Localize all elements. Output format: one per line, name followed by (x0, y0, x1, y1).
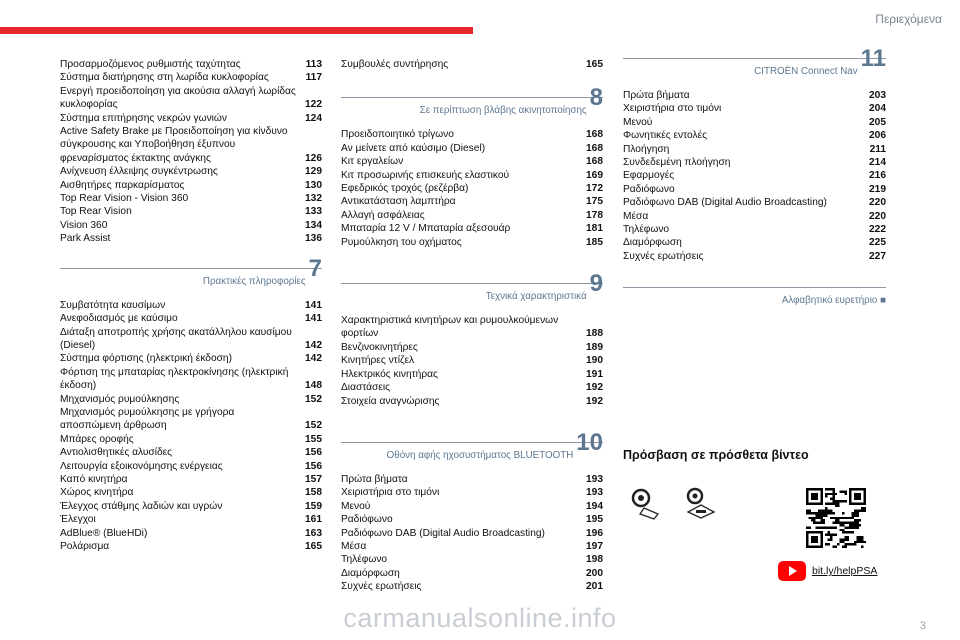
toc-entry-title: Park Assist (60, 233, 111, 245)
section-number: 8 (589, 84, 603, 112)
toc-entry-page: 203 (869, 90, 886, 101)
toc-entry-title: Λειτουργία εξοικονόμησης ενέργειας (60, 460, 223, 472)
toc-entry-title: Αντιολισθητικές αλυσίδες (60, 447, 173, 459)
toc-entry-page: 142 (305, 353, 322, 365)
toc-entry-title: Συμβατότητα καυσίμων (60, 299, 166, 311)
toc-entry-title: Vision 360 (60, 219, 108, 231)
alphabetical-index-label: Αλφαβητικό ευρετήριο ■ (781, 295, 886, 306)
toc-entry-title: Μενού (623, 116, 653, 128)
section-title: CITROËN Connect Nav (754, 66, 858, 77)
toc-entry[interactable] (341, 354, 603, 367)
toc-entry-title: Μέσα (341, 540, 367, 552)
toc-entry-page: 165 (586, 59, 603, 70)
toc-entry[interactable] (341, 381, 603, 394)
toc-entry[interactable] (623, 236, 886, 249)
top-accent-bar (0, 27, 473, 34)
video-wheel-tool-icon[interactable] (628, 486, 664, 527)
toc-entry-page: 168 (586, 142, 603, 154)
toc-entry[interactable] (60, 473, 322, 486)
toc-entry[interactable] (60, 326, 322, 353)
video-link-text[interactable]: bit.ly/helpPSA (812, 565, 878, 577)
toc-entry-page: 211 (869, 143, 886, 155)
toc-column-3 (623, 45, 886, 263)
toc-entry-page: 220 (869, 210, 886, 222)
toc-entry[interactable] (623, 102, 886, 115)
toc-entry-title: Κιτ εργαλείων (341, 156, 404, 168)
video-section-title: Πρόσβαση σε πρόσθετα βίντεο (623, 448, 809, 462)
toc-entry[interactable] (341, 527, 603, 540)
toc-entry[interactable] (60, 312, 322, 325)
toc-entry-page: 227 (869, 250, 886, 262)
toc-entry[interactable] (623, 116, 886, 129)
toc-entry-title: Χώρος κινητήρα (60, 487, 134, 499)
toc-entry-title: Καπό κινητήρα (60, 473, 128, 485)
toc-entry-page: 129 (305, 166, 322, 178)
toc-entry-title: Κινητήρες ντίζελ (341, 355, 415, 367)
toc-entry-title: Συμβουλές συντήρησης (341, 59, 449, 70)
toc-entry[interactable] (341, 58, 603, 71)
toc-entry-title: Πλοήγηση (623, 143, 670, 155)
toc-entry-page: 191 (586, 368, 603, 380)
toc-entry-title: Αν μείνετε από καύσιμο (Diesel) (341, 142, 486, 154)
toc-entry[interactable] (623, 223, 886, 236)
toc-entry[interactable] (60, 500, 322, 513)
section-title: Οθόνη αφής ηχοσυστήματος BLUETOOTH (386, 449, 574, 461)
toc-entry-title: AdBlue® (BlueHDi) (60, 527, 148, 539)
toc-entry-page: 175 (586, 196, 603, 208)
toc-entry[interactable] (60, 192, 322, 205)
toc-entry-page: 156 (305, 447, 322, 459)
qr-code[interactable] (806, 488, 866, 553)
section-title: Πρακτικές πληροφορίες (202, 275, 306, 287)
toc-entry[interactable] (341, 195, 603, 208)
toc-entry[interactable] (60, 527, 322, 540)
toc-entry-page: 159 (305, 500, 322, 512)
toc-entry[interactable] (341, 513, 603, 526)
toc-entry-page: 219 (869, 183, 886, 195)
toc-entry-title: Μηχανισμός ρυμούλκησης (60, 393, 180, 405)
toc-entry-page: 163 (305, 527, 322, 539)
toc-entry-title: Συνδεδεμένη πλοήγηση (623, 157, 731, 169)
toc-entry[interactable] (60, 125, 322, 165)
toc-entry-page: 204 (869, 103, 886, 115)
toc-entry-title: Προειδοποιητικό τρίγωνο (341, 129, 454, 141)
toc-entry-page: 156 (305, 460, 322, 472)
toc-entry-page: 113 (305, 59, 322, 70)
toc-entry-page: 152 (305, 420, 322, 432)
toc-list (60, 58, 322, 246)
section-heading-9 (341, 270, 603, 312)
toc-entry[interactable] (341, 314, 603, 341)
toc-entry-title: Προσαρμοζόμενος ρυθμιστής ταχύτητας (60, 59, 241, 70)
toc-entry[interactable] (341, 395, 603, 408)
toc-entry[interactable] (60, 446, 322, 459)
section-number: 7 (308, 254, 322, 282)
page-title: Περιεχόμενα (875, 12, 942, 26)
toc-entry[interactable] (60, 460, 322, 473)
toc-list (60, 299, 322, 554)
toc-entry[interactable] (341, 486, 603, 499)
toc-entry[interactable] (623, 183, 886, 196)
toc-entry[interactable] (60, 219, 322, 232)
toc-entry[interactable] (341, 540, 603, 553)
toc-entry-page: 117 (305, 72, 322, 84)
toc-entry-page: 216 (869, 170, 886, 182)
toc-entry-page: 141 (305, 313, 322, 325)
toc-entry-page: 205 (869, 116, 886, 128)
toc-entry-title: Ηλεκτρικός κινητήρας (341, 368, 438, 380)
toc-entry-title: Στοιχεία αναγνώρισης (341, 395, 440, 407)
toc-entry[interactable] (60, 205, 322, 218)
toc-entry-title: Ραδιόφωνο (341, 514, 393, 526)
toc-entry[interactable] (60, 352, 322, 365)
toc-entry-title: Top Rear Vision - Vision 360 (60, 193, 189, 205)
toc-entry-title: Ανεφοδιασμός με καύσιμο (60, 313, 178, 325)
toc-entry-title: Χειριστήρια στο τιμόνι (341, 487, 440, 499)
toc-entry-title: Ρολάρισμα (60, 541, 110, 552)
toc-entry-title: Διαμόρφωση (623, 237, 682, 249)
toc-entry[interactable] (341, 341, 603, 354)
toc-entry[interactable] (60, 112, 322, 125)
toc-entry-title: Πρώτα βήματα (341, 473, 408, 485)
toc-entry[interactable] (60, 165, 322, 178)
toc-entry-title: Συχνές ερωτήσεις (623, 250, 704, 262)
toc-entry-title: Σύστημα επιτήρησης νεκρών γωνιών (60, 112, 227, 124)
toc-entry-page: 220 (869, 197, 886, 209)
toc-entry[interactable] (341, 209, 603, 222)
toc-entry-page: 168 (586, 156, 603, 168)
toc-entry-page: 193 (586, 487, 603, 499)
toc-entry[interactable] (623, 143, 886, 156)
toc-entry-title: Μέσα (623, 210, 649, 222)
toc-entry-title: Μενού (341, 500, 371, 512)
toc-entry-title: Τηλέφωνο (623, 224, 670, 236)
toc-entry[interactable] (341, 567, 603, 580)
toc-entry-title: Μπαταρία 12 V / Μπαταρία αξεσουάρ (341, 223, 511, 235)
toc-entry[interactable] (341, 473, 603, 486)
toc-entry[interactable] (60, 71, 322, 84)
toc-entry-title: Βενζινοκινητήρες (341, 341, 418, 353)
toc-entry-title: Ραδιόφωνο (623, 183, 675, 195)
section-heading-10 (341, 428, 603, 471)
toc-entry-page: 155 (305, 433, 322, 445)
toc-entry-page: 196 (586, 527, 603, 539)
section-heading-7 (60, 254, 322, 297)
toc-entry-title: Μπάρες οροφής (60, 433, 134, 445)
toc-entry[interactable] (623, 129, 886, 142)
toc-entry[interactable] (623, 196, 886, 209)
toc-entry[interactable] (623, 169, 886, 182)
toc-entry-title: Ραδιόφωνο DAB (Digital Audio Broadcasting) (341, 527, 545, 539)
toc-entry-title: Τηλέφωνο (341, 554, 388, 566)
toc-entry-page: 201 (586, 581, 603, 593)
toc-entry-title: Μηχανισμός ρυμούλκησης με γρήγορα αποσπώμενη άρθρωση (60, 406, 235, 432)
toc-entry-title: Active Safety Brake με Προειδοποίηση για κίνδυνο σύγκρουσης και Υποβοήθηση έξυπνου φρεναρίσματος έκτακτης ανάγκης (60, 126, 288, 164)
toc-entry-title: Ραδιόφωνο DAB (Digital Audio Broadcasting) (623, 197, 827, 209)
toc-entry-page: 189 (586, 341, 603, 353)
toc-entry[interactable] (341, 368, 603, 381)
toc-entry-page: 225 (869, 237, 886, 249)
toc-entry-page: 124 (305, 112, 322, 124)
toc-entry[interactable] (60, 393, 322, 406)
toc-entry[interactable] (341, 169, 603, 182)
toc-entry-page: 141 (305, 299, 322, 311)
toc-entry-page: 126 (305, 152, 322, 164)
toc-entry-page: 214 (869, 157, 886, 169)
toc-entry-title: Χειριστήρια στο τιμόνι (623, 103, 722, 115)
toc-entry-page: 134 (305, 219, 322, 231)
toc-entry[interactable] (341, 182, 603, 195)
toc-entry[interactable] (623, 210, 886, 223)
page-number: 3 (919, 620, 926, 632)
toc-entry-page: 169 (586, 169, 603, 181)
toc-entry[interactable] (60, 232, 322, 245)
toc-list (623, 89, 886, 263)
toc-entry-title: Χαρακτηριστικά κινητήρων και ρυμουλκούμενων φορτίων (341, 315, 559, 340)
section-number: 11 (860, 45, 886, 72)
toc-column-1 (60, 58, 322, 553)
toc-entry-title: Αισθητήρες παρκαρίσματος (60, 179, 185, 191)
toc-entry-title: Διαστάσεις (341, 382, 391, 394)
section-title: Τεχνικά χαρακτηριστικά (485, 291, 587, 303)
toc-entry-title: Φόρτιση της μπαταρίας ηλεκτροκίνησης (ηλεκτρική έκδοση) (60, 366, 289, 392)
youtube-play-icon (778, 561, 806, 581)
toc-entry-page: 122 (305, 99, 322, 111)
toc-entry[interactable] (60, 58, 322, 71)
toc-entry-title: Έλεγχος στάθμης λαδιών και υγρών (60, 500, 223, 512)
toc-entry[interactable] (60, 406, 322, 433)
alphabetical-index-link[interactable] (623, 287, 886, 306)
toc-entry[interactable] (60, 540, 322, 553)
toc-entry-page: 148 (305, 380, 322, 392)
toc-entry[interactable] (623, 156, 886, 169)
toc-list (341, 473, 603, 594)
toc-entry[interactable] (341, 128, 603, 141)
video-tyre-kit-icon[interactable] (680, 486, 720, 527)
toc-entry[interactable] (341, 155, 603, 168)
toc-list (341, 314, 603, 408)
toc-list (341, 58, 603, 71)
section-heading-8 (341, 84, 603, 126)
toc-entry[interactable] (60, 299, 322, 312)
toc-entry-title: Πρώτα βήματα (623, 90, 690, 101)
toc-entry-title: Ενεργή προειδοποίηση για ακούσια αλλαγή λωρίδας κυκλοφορίας (60, 85, 296, 111)
toc-entry[interactable] (341, 500, 603, 513)
toc-entry-page: 132 (305, 193, 322, 205)
toc-entry-page: 168 (586, 129, 603, 141)
toc-entry-page: 200 (586, 567, 603, 579)
toc-entry-title: Έλεγχοι (60, 514, 96, 526)
toc-entry[interactable] (60, 85, 322, 112)
toc-entry[interactable] (623, 250, 886, 263)
toc-entry[interactable] (60, 179, 322, 192)
toc-entry-page: 185 (586, 236, 603, 248)
toc-entry-page: 165 (305, 541, 322, 552)
section-number: 9 (589, 270, 603, 298)
watermark: carmanualsonline.info (343, 603, 617, 633)
toc-entry-page: 158 (305, 487, 322, 499)
section-number: 10 (576, 428, 603, 456)
section-heading-11 (623, 45, 886, 87)
toc-entry-title: Αντικατάσταση λαμπτήρα (341, 196, 456, 208)
section-title: Σε περίπτωση βλάβης ακινητοποίησης (419, 105, 587, 117)
toc-column-2 (341, 58, 603, 594)
toc-entry-page: 198 (586, 554, 603, 566)
toc-entry-page: 142 (305, 339, 322, 351)
toc-entry-title: Κιτ προσωρινής επισκευής ελαστικού (341, 169, 510, 181)
toc-list (341, 128, 603, 249)
toc-entry-page: 133 (305, 206, 322, 218)
toc-entry[interactable] (60, 366, 322, 393)
toc-entry-page: 178 (586, 209, 603, 221)
toc-entry-page: 197 (586, 540, 603, 552)
toc-entry[interactable] (341, 553, 603, 566)
toc-entry-title: Εφεδρικός τροχός (ρεζέρβα) (341, 183, 469, 195)
toc-entry-page: 206 (869, 130, 886, 142)
toc-entry-page: 172 (586, 183, 603, 195)
toc-entry-title: Συχνές ερωτήσεις (341, 581, 422, 593)
toc-entry-page: 194 (586, 500, 603, 512)
toc-entry-page: 161 (305, 514, 322, 526)
toc-entry[interactable] (623, 89, 886, 102)
toc-entry[interactable] (60, 486, 322, 499)
toc-entry[interactable] (341, 142, 603, 155)
toc-entry-page: 136 (305, 233, 322, 245)
toc-entry-page: 152 (305, 393, 322, 405)
toc-entry-title: Διαμόρφωση (341, 567, 400, 579)
toc-entry-page: 193 (586, 473, 603, 485)
toc-entry-title: Σύστημα διατήρησης στη λωρίδα κυκλοφορίας (60, 72, 269, 84)
video-link[interactable] (778, 561, 877, 581)
toc-entry-title: Εφαρμογές (623, 170, 675, 182)
toc-entry-page: 188 (586, 328, 603, 340)
toc-entry-page: 192 (586, 382, 603, 394)
toc-entry-page: 222 (869, 224, 886, 236)
toc-entry-page: 192 (586, 395, 603, 407)
toc-entry-title: Αλλαγή ασφάλειας (341, 209, 425, 221)
toc-entry-page: 157 (305, 473, 322, 485)
toc-entry-page: 195 (586, 514, 603, 526)
toc-entry[interactable] (341, 580, 603, 593)
toc-entry-title: Top Rear Vision (60, 206, 132, 218)
toc-entry-page: 190 (586, 355, 603, 367)
toc-entry-title: Φωνητικές εντολές (623, 130, 708, 142)
toc-entry[interactable] (60, 433, 322, 446)
toc-entry-page: 130 (305, 179, 322, 191)
toc-entry[interactable] (341, 222, 603, 235)
toc-entry[interactable] (60, 513, 322, 526)
toc-entry-title: Ανίχνευση έλλειψης συγκέντρωσης (60, 166, 218, 178)
toc-entry-title: Ρυμούλκηση του οχήματος (341, 236, 462, 248)
toc-entry[interactable] (341, 236, 603, 249)
toc-entry-page: 181 (586, 223, 603, 235)
toc-entry-title: Σύστημα φόρτισης (ηλεκτρική έκδοση) (60, 353, 232, 365)
toc-entry-title: Διάταξη αποτροπής χρήσης ακατάλληλου καυσίμου (Diesel) (60, 326, 292, 351)
